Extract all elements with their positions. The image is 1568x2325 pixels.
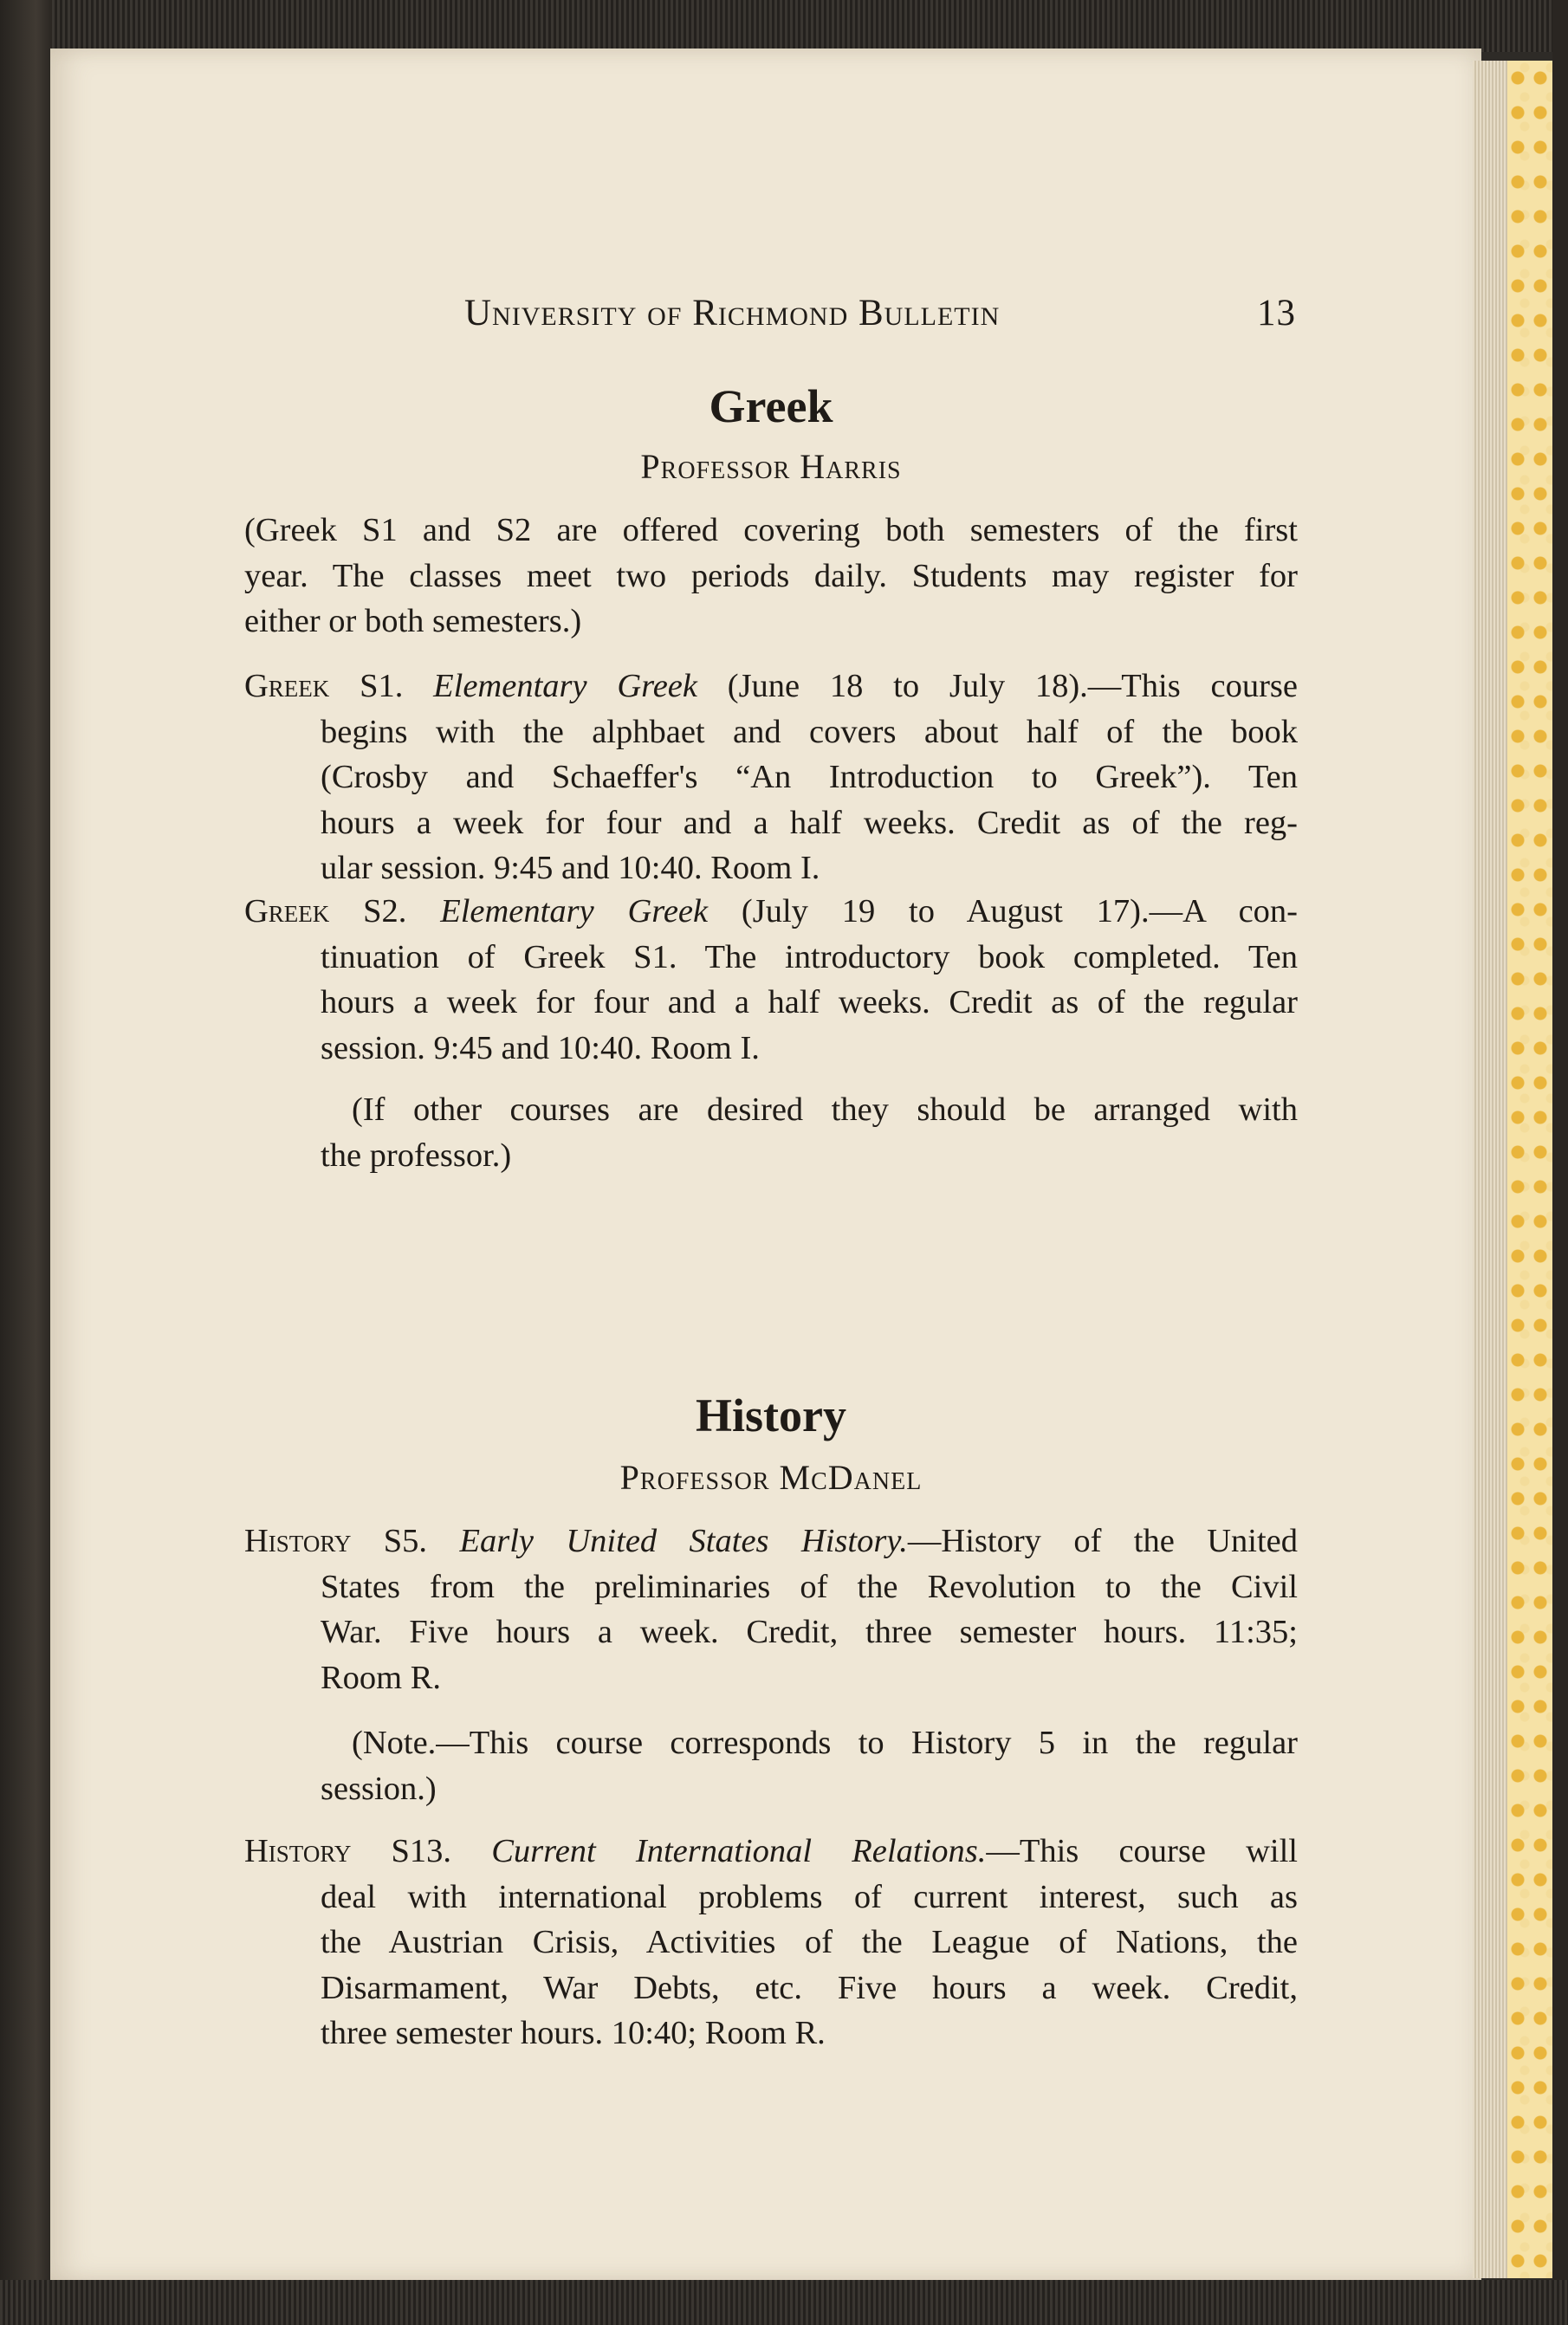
- course-code: S13.: [351, 1833, 492, 1869]
- course-description-line: tinuation of Greek S1. The introductory book completed. Ten: [321, 938, 1298, 975]
- course-greek-s2-heading: [244, 889, 1298, 935]
- greek-note-line: (If other courses are desired they should be arranged with: [352, 1091, 1298, 1128]
- greek-intro-line: year. The classes meet two periods daily. Students may register for: [244, 557, 1298, 594]
- greek-note: [321, 1087, 1298, 1178]
- running-header-title: University of Richmond Bulletin: [464, 293, 1001, 334]
- course-description-line: session. 9:45 and 10:40. Room I.: [321, 1029, 760, 1066]
- course-title: Elementary Greek: [433, 668, 697, 704]
- greek-intro: [244, 508, 1298, 644]
- course-code: S2.: [329, 893, 441, 929]
- course-description-start: —This course will: [986, 1833, 1298, 1869]
- course-description-start: (July 19 to August 17).—A con-: [708, 893, 1298, 929]
- course-description-line: begins with the alphbaet and covers about half of the book: [321, 713, 1298, 750]
- course-description-line: three semester hours. 10:40; Room R.: [321, 2015, 826, 2051]
- history-s5-note: [321, 1720, 1298, 1811]
- course-description-line: Disarmament, War Debts, etc. Five hours a week. Credit,: [321, 1969, 1298, 2006]
- course-department: History: [244, 1833, 352, 1869]
- greek-note-line: the professor.): [321, 1137, 512, 1174]
- course-code: S5.: [351, 1523, 460, 1559]
- professor-greek: Professor Harris: [640, 447, 902, 486]
- course-description-line: (Crosby and Schaeffer's “An Introduction to Greek”). Ten: [321, 759, 1298, 795]
- course-description-line: States from the preliminaries of the Revolution to the Civil: [321, 1568, 1298, 1605]
- course-description-start: (June 18 to July 18).—This course: [697, 668, 1298, 704]
- course-greek-s1: [244, 664, 1298, 891]
- course-description-line: deal with international problems of current interest, such as: [321, 1878, 1298, 1915]
- course-department: Greek: [244, 893, 330, 929]
- professor-history: Professor McDanel: [619, 1458, 923, 1497]
- course-description-line: hours a week for four and a half weeks. Credit as of the regular: [321, 984, 1298, 1020]
- course-title: Elementary Greek: [440, 893, 709, 929]
- running-header: [464, 292, 1296, 344]
- course-title: Early United States History.: [459, 1523, 908, 1559]
- greek-intro-line: (Greek S1 and S2 are offered covering both semesters of the first: [244, 512, 1298, 548]
- course-description-line: the Austrian Crisis, Activities of the League of Nations, the: [321, 1924, 1298, 1960]
- course-description-line: Room R.: [321, 1659, 442, 1696]
- course-description-line: hours a week for four and a half weeks. Credit as of the reg-: [321, 804, 1298, 841]
- section-title-history: History: [696, 1389, 846, 1441]
- course-code: S1.: [329, 668, 434, 704]
- course-description-line: ular session. 9:45 and 10:40. Room I.: [321, 850, 820, 886]
- course-history-s5-heading: [244, 1519, 1298, 1564]
- course-history-s13-heading: [244, 1829, 1298, 1875]
- history-note-line: session.): [321, 1770, 437, 1807]
- course-department: Greek: [244, 668, 330, 704]
- course-department: History: [244, 1523, 352, 1559]
- course-greek-s1-heading: [244, 664, 1298, 709]
- section-title-greek: Greek: [709, 380, 833, 432]
- course-greek-s2: [244, 889, 1298, 1071]
- course-description-start: —History of the United: [907, 1523, 1299, 1559]
- history-note-line: (Note.—This course corresponds to History 5 in the regular: [352, 1725, 1298, 1761]
- course-title: Current International Relations.: [491, 1833, 987, 1869]
- greek-intro-line: either or both semesters.): [244, 603, 582, 639]
- course-history-s5: [244, 1519, 1298, 1700]
- course-description-line: War. Five hours a week. Credit, three semester hours. 11:35;: [321, 1614, 1298, 1650]
- course-history-s13: [244, 1829, 1298, 2056]
- page-number: 13: [1257, 293, 1296, 334]
